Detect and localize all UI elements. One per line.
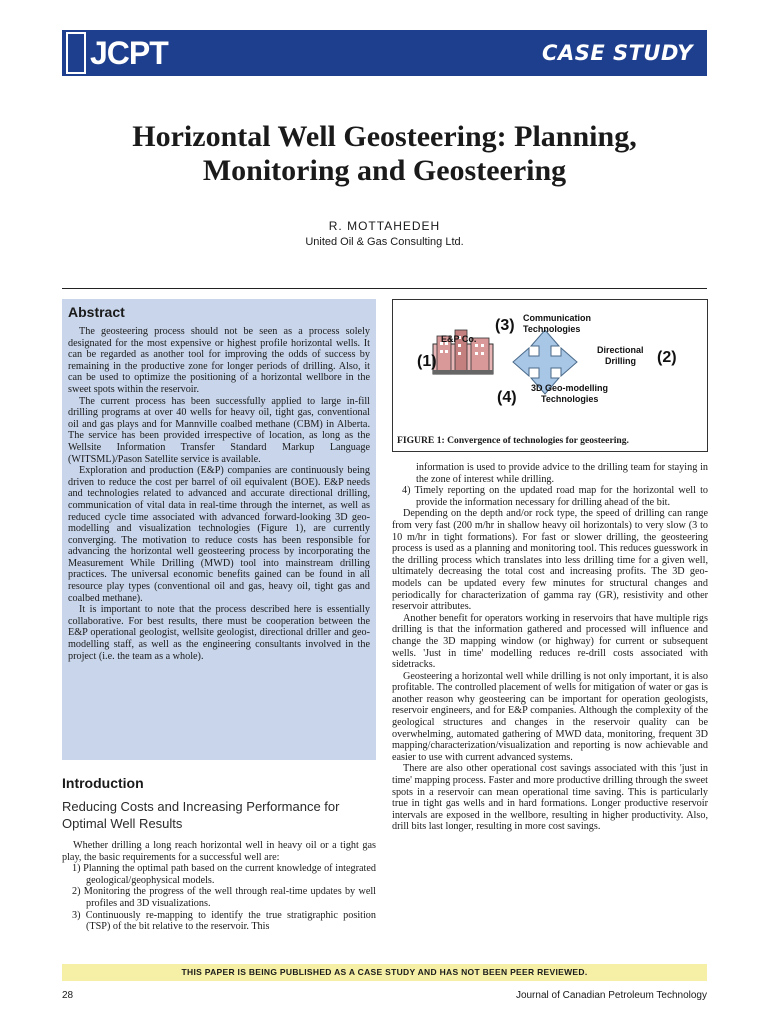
logo-mark-icon [66,32,86,74]
list-item: 2) Monitoring the progress of the well through real-time updates by well profiles and 3D visualizations. [72,886,376,909]
logo-text: JCPT [90,35,168,71]
figure-caption [397,435,629,447]
title-line-1: Horizontal Well Geosteering: Planning, [132,120,637,153]
node-1-label: E&P Co. [441,334,477,344]
right-column-body [392,462,708,833]
node-2-number: (2) [657,349,677,366]
list-continuation: information is used to provide advice to the drilling team for staying in the zone of interest while drilling. [416,462,708,485]
body-paragraph: Another benefit for operators working in reservoirs that have multiple rigs drilling is that the information gathered and processed will influence and change the 3D mapping window (or highway) for current or subsequent wells. 'Just in time' modelling reduces re-drill costs associated with sidetracks. [392,612,708,671]
figure-1 [392,299,708,452]
peer-review-notice: THIS PAPER IS BEING PUBLISHED AS A CASE STUDY AND HAS NOT BEEN PEER REVIEWED. [62,964,707,981]
abstract-paragraph: The current process has been successfully applied to large in-fill drilling programs at over 40 wells for heavy oil, tight gas, conventional oil and gas plays and for Mannville coalbed methane (CBM) in Alberta. The service has been provided irrespective of location, as long as the Wellsite Information Transfer Standard Markup Language (WITSML)/Pason Satellite service is available. [68,395,370,465]
abstract-paragraph: The geosteering process should not be seen as a process solely designated for the most expensive or highest profile horizontal wells. It can be regarded as another tool for improving the odds of success by remaining in the productive zone for longer periods of drilling. Also, it can be used to optimize the positioning of a horizontal wellbore in the sweet spots within the reservoir. [68,326,370,395]
list-item: 4) Timely reporting on the updated road map for the horizontal well to provide the information necessary for drilling ahead of the bit. [402,485,708,508]
introduction-subheading: Reducing Costs and Increasing Performance for Optimal Well Results [62,799,340,831]
body-paragraph: There are also other operational cost savings associated with this 'just in time' mapping process. Faster and more productive drilling through the sweet spots in a reservoir can mean operational time saving. This is particularly true in tight gas wells and in hard formations. Longer productive reservoir intervals are exposed in the wellbore, resulting in higher productivity. Also, drill bits last longer, resulting in more cost savings. [392,763,708,833]
node-4-label-line-2: Technologies [541,394,599,404]
figure-caption-text: : Convergence of technologies for geosteering. [441,435,629,446]
header-banner [62,30,707,76]
node-3-number: (3) [495,317,515,334]
author-affiliation: United Oil & Gas Consulting Ltd. [305,236,464,248]
abstract-box [62,299,376,760]
article-title [62,120,707,188]
journal-name: Journal of Canadian Petroleum Technology [515,990,707,1001]
body-paragraph: Depending on the depth and/or rock type, the speed of drilling can range from very fast (200 m/hr in shallow heavy oil horizontals) to very slow (3 to 10 m/hr in tight formations). For fast or slower drilling, the geosteering process is used as a planning and monitoring tool. This reduces guesswork in the drilling process which translates into less drilling time for a given well, ultimately decreasing the total cost and increasing profits. The 3D geo-models can be updated every few minutes for structural changes and periodically for characterization of gamma ray (GR), resistivity and other reservoir attributes. [392,508,708,613]
introduction-lead: Whether drilling a long reach horizontal well in heavy oil or a tight gas play, the basic requirements for a successful well are: [62,840,376,863]
node-4-label-line-1: 3D Geo-modelling [531,383,609,393]
page-number: 28 [62,990,74,1001]
node-2-label-line-1: Directional [597,345,644,355]
abstract-paragraph: It is important to note that the process described here is essentially collaborative. For best results, there must be cooperation between the E&P operational geologist, wellsite geologist, directional driller and geo-modelling staff, as well as the engineering consultants involved in the project (i.e. the team as a whole). [68,604,370,662]
convergence-diagram [393,300,707,434]
title-line-2: Monitoring and Geosteering [202,154,567,187]
abstract-paragraph: Exploration and production (E&P) companies are continuously being driven to reduce the cost per barrel of oil equivalent (BOE). E&P needs and technologies related to advanced and accurate directional drilling, communication of vital data in real-time through the internet, as well as reduced cycle time associated with advanced forward-looking 3D geo-modelling and visualization technologies (Figure 1), are currently converging. The motivation to reduce costs has been responsible for advancing the horizontal well geosteering process by incorporating the Measurement While Drilling (MWD) tool into mainstream drilling practices. The universal economic benefits gained can be found in all resource play types (conventional oil and gas, heavy oil, tight gas and coalbed methane). [68,465,370,604]
node-1-number: (1) [417,353,437,370]
journal-logo [66,32,168,74]
figure-caption-label: FIGURE 1 [397,435,442,446]
section-label: CASE STUDY [542,41,693,65]
introduction-body [62,840,376,933]
node-4-number: (4) [497,389,517,406]
requirements-list-continued [402,485,708,508]
node-3-label-line-2: Technologies [523,324,581,334]
section-divider [62,288,707,289]
introduction-heading: Introduction [62,775,144,791]
list-item: 3) Continuously re-mapping to identify the true stratigraphic position (TSP) of the bit relative to the reservoir. This [72,909,376,933]
requirements-list [72,863,376,933]
node-2-label-line-2: Drilling [605,356,636,366]
node-3-label-line-1: Communication [523,313,592,323]
author-name: R. MOTTAHEDEH [328,219,441,233]
body-paragraph: Geosteering a horizontal well while drilling is not only important, it is also profitable. The controlled placement of wells for mitigation of water or gas is another reason why geosteering can be important for operation geologists, reservoir engineers, and for E&P companies. Although the complexity of the geological structures and changes in the reservoir quality can be overwhelming, automated gathering of MWD data, monitoring, frequent 3D mapping/characterization/visualization and reporting is now achievable and easier to use with current advanced systems. [392,670,708,763]
abstract-heading: Abstract [68,304,125,320]
list-item: 1) Planning the optimal path based on the current knowledge of integrated geological/geophysical models. [72,863,376,886]
